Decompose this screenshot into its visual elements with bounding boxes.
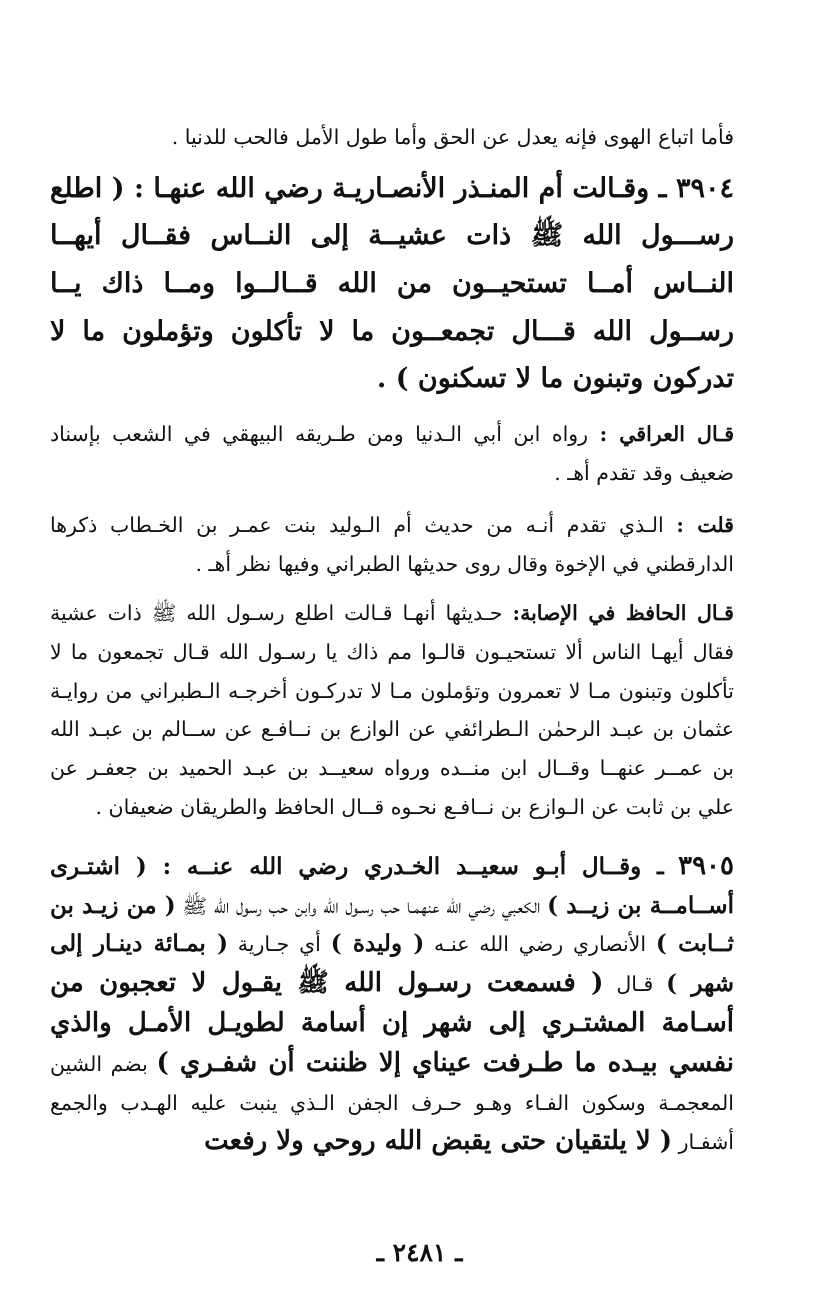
hadith-3905-seg11: ( لا يلتقيان حتى يقبض الله روحي ولا رفعت — [204, 1126, 673, 1157]
hadith-3905-number: ٣٩٠٥ — [678, 850, 734, 881]
hadith-3905-seg1: ـ وقــال أبـو سعيــد الخـدري رضي الله عنــه : ( اشتـرى أســامــة بن زيــد ) — [50, 852, 734, 919]
page-body — [50, 118, 734, 1162]
hadith-3905-seg7: ( بمـائة دينـار إلى شهر ) — [50, 930, 734, 998]
hadith-3905-seg3: ( من زيـد بن ثــابت ) — [50, 891, 734, 958]
hadith-3905-seg10: بضم الشين المعجمـة وسكون الفـاء وهـو حـرف الجفن الـذي ينبت عليه الهـدب والجمع أشفـار — [50, 1051, 734, 1155]
intro-paragraph — [50, 118, 734, 157]
hafiz-paragraph — [50, 594, 734, 827]
qultu-paragraph — [50, 506, 734, 584]
intro-text: فأما اتباع الهوى فإنه يعدل عن الحق وأما طول الأمل فالحب للدنيا . — [171, 125, 734, 149]
qultu-lead: قلت : — [676, 513, 734, 538]
hadith-3905-seg5: ( وليدة ) — [330, 930, 425, 958]
hadith-3905-paragraph — [50, 847, 734, 1162]
hafiz-lead: قـال الحافظ في الإصابة: — [512, 600, 734, 625]
page-number: ـ ٢٤٨١ ـ — [376, 1238, 463, 1267]
iraqi-paragraph — [50, 415, 734, 493]
hadith-3904-text: ـ وقـالت أم المنـذر الأنصـاريـة رضي الله عنهـا : ( اطلع رســـول الله ﷺ ذات عشيــة إلى النــاس فقــال أيهــا النــاس أمــا تستحيــون من الله قــالــوا ومــا ذاك يــا رســول الله قـــال تجمعــون ما لا تأكلون وتؤملون ما لا تدركون وتبنون ما لا تسكنون ) . — [50, 172, 734, 395]
hadith-3904-paragraph — [50, 165, 734, 403]
iraqi-lead: قـال العراقي : — [599, 421, 734, 446]
hadith-3904-number: ٣٩٠٤ — [676, 172, 735, 204]
hadith-3905-seg6: أي جـارية — [237, 932, 321, 957]
hadith-3905-seg4: الأنصاري رضي الله عنـه — [434, 932, 647, 957]
qultu-text: الـذي تقدم أنـه من حديث أم الـوليد بنت عمـر بن الخـطاب ذكرها الدارقطني في الإخوة وقال روى حديثها الطبراني وفيها نظر أهـ . — [50, 513, 734, 577]
hadith-3905-seg9: ( فسمعت رسـول الله ﷺ يقـول لا تعجبون من أسـامة المشتـري إلى شهر إن أسامة لطويـل الأمـل والذي نفسي بيـده ما طـرفت عيناي إلا ظننت أن شفـري ) — [50, 968, 734, 1078]
hadith-3905-seg2: الكعبي رضي الله عنهمـا حب رسـول الله وابن حب رسول الله ﷺ — [182, 893, 541, 918]
hadith-3905-seg8: قـال — [616, 972, 654, 997]
iraqi-text: رواه ابن أبي الـدنيا ومن طـريقه البيهقي في الشعب بإسناد ضعيف وقد تقدم أهـ . — [50, 421, 734, 485]
hafiz-text: حـديثها أنهـا قـالت اطلع رسـول الله ﷺ ذات عشية فقال أيهـا الناس ألا تستحيـون قالـوا مم ذاك يا رسـول الله قـال تجمعون ما لا تأكلون وتبنون مـا لا تعمرون وتؤملون مـا لا تدركـون أخرجـه الـطبراني من روايـة عثمان بن عبـد الرحمٰن الـطرائفي عن الوازع بن نــافـع عن ســالم بن عبـد الله بن عمــر عنهــا وقــال ابن منــده ورواه سعيــد بن عبـد الحميد بن جعفـر عن علي بن ثابت عن الـوازع بن نــافـع نحـوه قــال الحافظ والطريقان ضعيفان . — [50, 600, 734, 819]
